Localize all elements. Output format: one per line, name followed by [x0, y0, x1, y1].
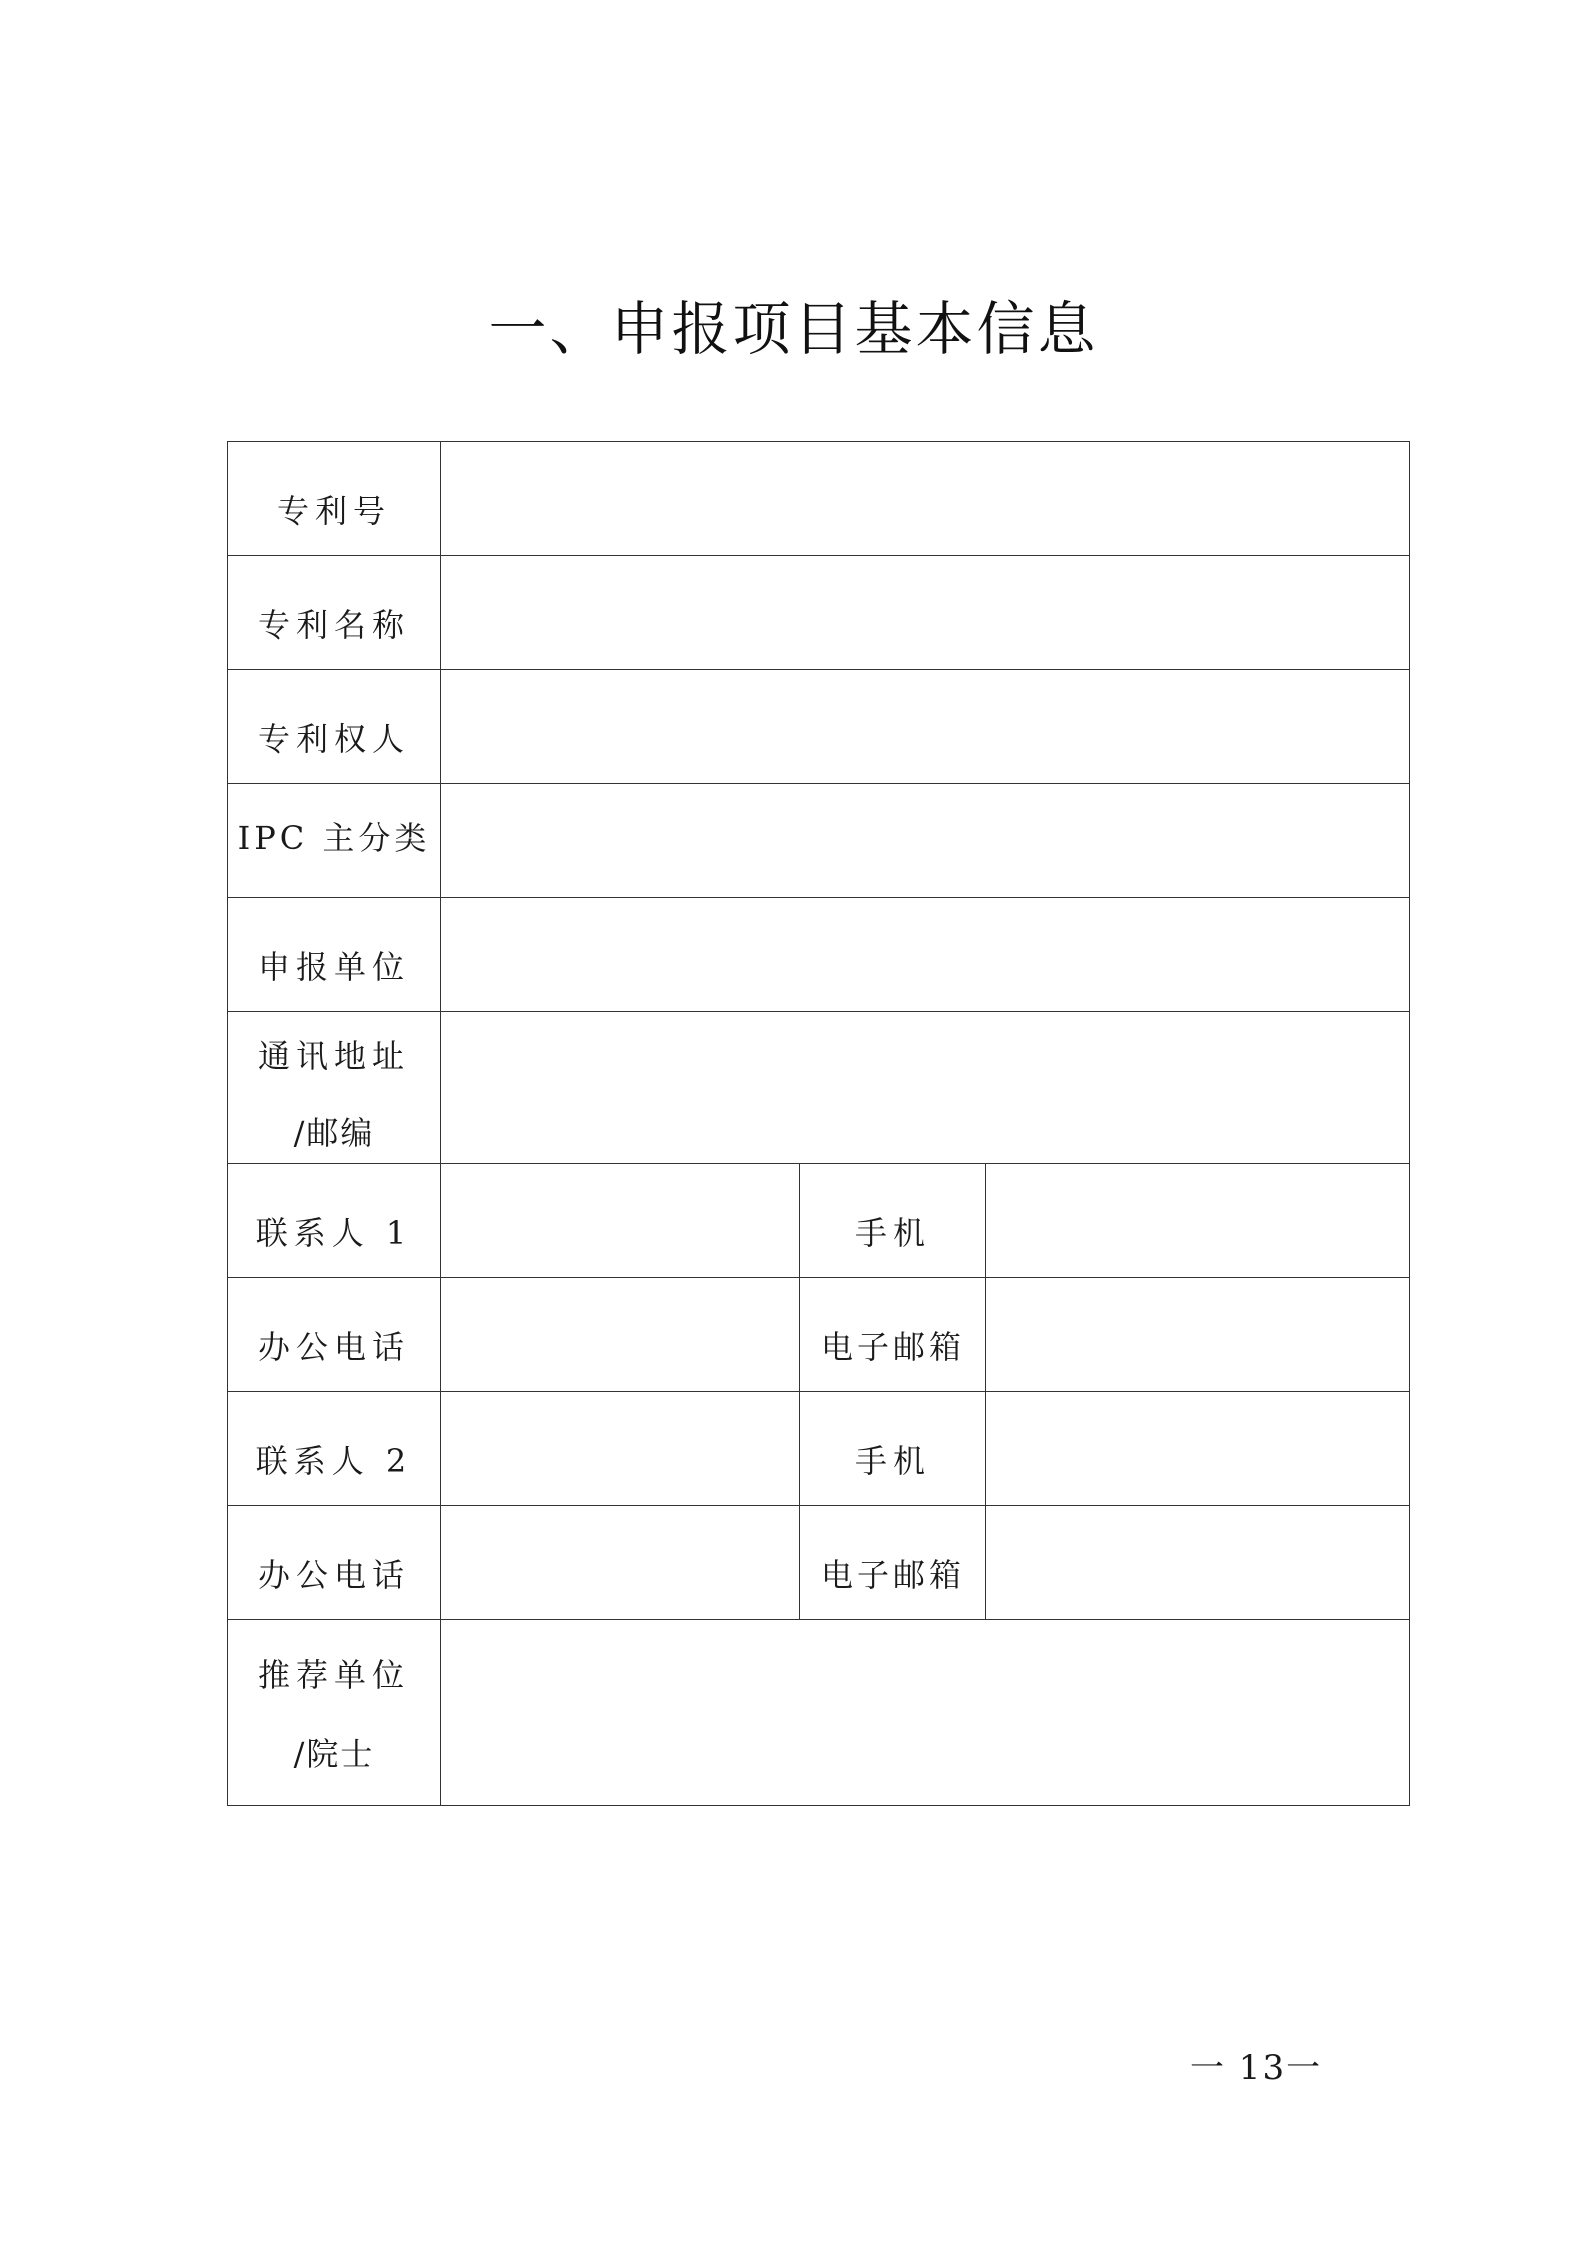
row-divider: [228, 1619, 1409, 1620]
recommender-field[interactable]: [442, 1621, 1409, 1805]
patent-number-label: 专利号: [276, 492, 391, 530]
contact2-label: 联系人 2: [255, 1442, 413, 1480]
patentee-label: 专利权人: [257, 720, 410, 758]
basic-info-form: [227, 441, 1410, 1806]
row-divider: [228, 669, 1409, 670]
patent-name-field[interactable]: [442, 557, 1409, 668]
contact1-mobile-label: 手机: [854, 1214, 931, 1252]
row-divider: [228, 555, 1409, 556]
applicant-unit-label: 申报单位: [257, 948, 410, 986]
contact2-email-field[interactable]: [987, 1507, 1409, 1618]
row-divider: [228, 897, 1409, 898]
page-number: 一 13一: [1190, 2048, 1323, 2088]
row-divider: [228, 1163, 1409, 1164]
ipc-field[interactable]: [442, 785, 1409, 896]
address-label-line2: /邮编: [293, 1114, 375, 1152]
recommender-label-line1: 推荐单位: [257, 1656, 410, 1694]
patent-name-label: 专利名称: [257, 606, 410, 644]
patent-number-field[interactable]: [442, 442, 1409, 554]
patentee-field[interactable]: [442, 671, 1409, 782]
contact2-phone-label: 办公电话: [257, 1556, 410, 1594]
applicant-unit-field[interactable]: [442, 899, 1409, 1010]
contact2-email-label: 电子邮箱: [820, 1556, 965, 1594]
row-divider: [228, 783, 1409, 784]
contact2-mobile-field[interactable]: [987, 1393, 1409, 1504]
ipc-label: IPC 主分类: [237, 819, 431, 857]
contact2-phone-field[interactable]: [442, 1507, 798, 1618]
row-divider: [228, 1391, 1409, 1392]
row-divider: [228, 1011, 1409, 1012]
contact1-label: 联系人 1: [255, 1214, 413, 1252]
address-field[interactable]: [442, 1013, 1409, 1162]
contact1-email-field[interactable]: [987, 1279, 1409, 1390]
address-label-line1: 通讯地址: [257, 1037, 410, 1075]
page-title: 一、申报项目基本信息: [488, 295, 1099, 363]
contact2-name-field[interactable]: [442, 1393, 798, 1504]
column-divider: [440, 442, 441, 1805]
recommender-label-line2: /院士: [293, 1735, 375, 1773]
column-divider: [985, 1163, 986, 1619]
column-divider: [799, 1163, 800, 1619]
row-divider: [228, 1505, 1409, 1506]
contact1-phone-field[interactable]: [442, 1279, 798, 1390]
contact2-mobile-label: 手机: [854, 1442, 931, 1480]
contact1-phone-label: 办公电话: [257, 1328, 410, 1366]
row-divider: [228, 1277, 1409, 1278]
contact1-mobile-field[interactable]: [987, 1165, 1409, 1276]
contact1-name-field[interactable]: [442, 1165, 798, 1276]
contact1-email-label: 电子邮箱: [820, 1328, 965, 1366]
